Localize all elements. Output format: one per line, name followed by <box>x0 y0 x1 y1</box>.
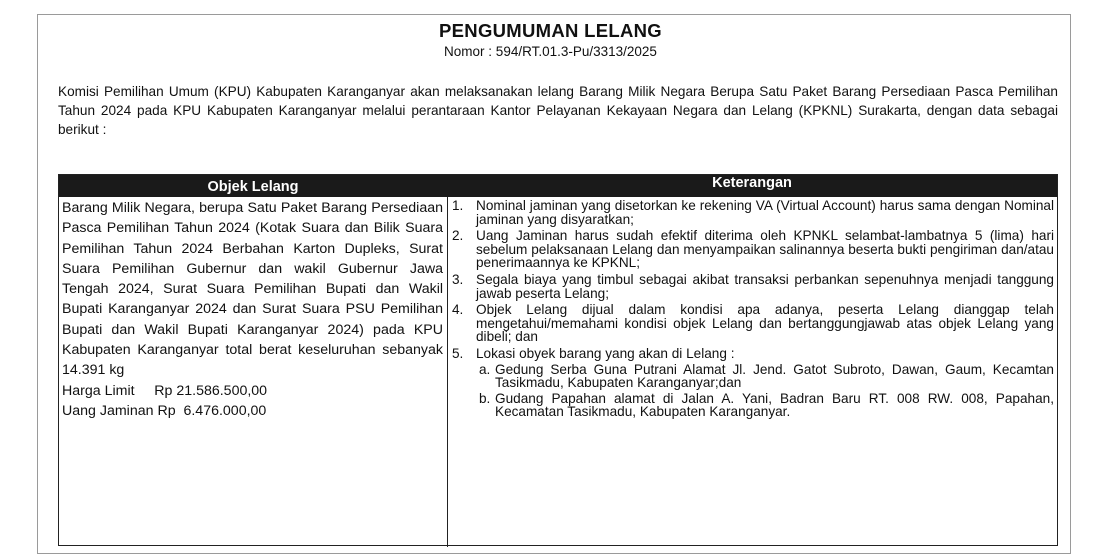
lokasi-item <box>476 392 1054 419</box>
lokasi-letter: b. <box>479 390 491 406</box>
uang-jaminan-value: Rp 6.476.000,00 <box>157 402 267 419</box>
lokasi-list <box>476 363 1054 419</box>
uang-jaminan-row <box>62 401 443 421</box>
lokasi-item <box>476 363 1054 390</box>
list-number: 5. <box>452 345 464 361</box>
list-number: 4. <box>452 302 464 318</box>
keterangan-list <box>452 199 1054 419</box>
header-objek-lelang: Objek Lelang <box>207 179 299 195</box>
list-text: Lokasi obyek barang yang akan di Lelang : <box>476 345 735 361</box>
objek-description: Barang Milik Negara, berupa Satu Paket Barang Persediaan Pasca Pemilihan Tahun 2024 (Kotak Suara dan Bilik Suara Pemilihan Tahun 2024 Berbahan Karton Dupleks, Surat Suara Pemilihan Gubernur dan wakil Gubernur Jawa Tengah 2024, Surat Suara Pemilihan Bupati dan Wakil Bupati Karanganyar 2024 dan Surat Suara PSU Pemilihan Bupati dan Wakil Bupati Karanganyar 2024) pada KPU Kabupaten Karanganyar total berat keseluruhan sebanyak 14.391 kg <box>62 200 443 379</box>
keterangan-cell <box>452 199 1054 422</box>
list-number: 1. <box>452 198 464 213</box>
page-title: PENGUMUMAN LELANG <box>439 20 662 41</box>
lokasi-text: Gudang Papahan alamat di Jalan A. Yani, Badran Baru RT. 008 RW. 008, Papahan, Kecamatan Tasikmadu, Kabupaten Karanganyar. <box>495 390 1054 420</box>
list-item <box>452 347 1054 419</box>
intro-paragraph: Komisi Pemilihan Umum (KPU) Kabupaten Karanganyar akan melaksanakan lelang Barang Milik Negara Berupa Satu Paket Barang Persediaan Pasca Pemilihan Tahun 2024 pada KPU Kabupaten Karanganyar melalui perantaraan Kantor Pelayanan Kekayaan Negara dan Lelang (KPKNL) Surakarta, dengan data sebagai berikut : <box>58 84 1058 137</box>
table-header <box>59 175 1057 197</box>
harga-limit-value: Rp 21.586.500,00 <box>154 382 268 399</box>
list-number: 3. <box>452 271 464 287</box>
harga-limit-label: Harga Limit <box>62 382 135 399</box>
list-item <box>452 303 1054 344</box>
header-keterangan: Keterangan <box>712 175 792 191</box>
document-number: Nomor : 594/RT.01.3-Pu/3313/2025 <box>444 44 657 59</box>
list-item <box>452 229 1054 270</box>
harga-limit-row <box>62 381 443 401</box>
column-divider <box>447 197 448 547</box>
list-item <box>452 273 1054 300</box>
list-text: Objek Lelang dijual dalam kondisi apa adanya, peserta Lelang dianggap telah mengetahui/memahami kondisi objek Lelang dan bertanggungjawab atas objek Lelang yang dibeli; dan <box>476 302 1054 345</box>
objek-cell <box>62 198 443 421</box>
auction-table <box>58 174 1058 546</box>
list-text: Nominal jaminan yang disetorkan ke rekening VA (Virtual Account) harus sama dengan Nominal jaminan yang disyaratkan; <box>476 198 1054 227</box>
list-item <box>452 199 1054 226</box>
list-number: 2. <box>452 228 464 244</box>
list-text: Segala biaya yang timbul sebagai akibat transaksi perbankan sepenuhnya menjadi tanggung jawab peserta Lelang; <box>476 271 1054 301</box>
list-text: Uang Jaminan harus sudah efektif diterima oleh KPNKL selambat-lambatnya 5 (lima) hari sebelum pelaksanaan Lelang dan menyampaikan salinannya beserta bukti pengiriman dan/atau penerimaannya ke KPKNL; <box>476 228 1054 271</box>
lokasi-letter: a. <box>479 361 491 377</box>
uang-jaminan-label: Uang Jaminan <box>62 402 154 419</box>
lokasi-text: Gedung Serba Guna Putrani Alamat Jl. Jend. Gatot Subroto, Dawan, Gaum, Kecamtan Tasikmadu, Kabupaten Karanganyar;dan <box>495 361 1054 391</box>
